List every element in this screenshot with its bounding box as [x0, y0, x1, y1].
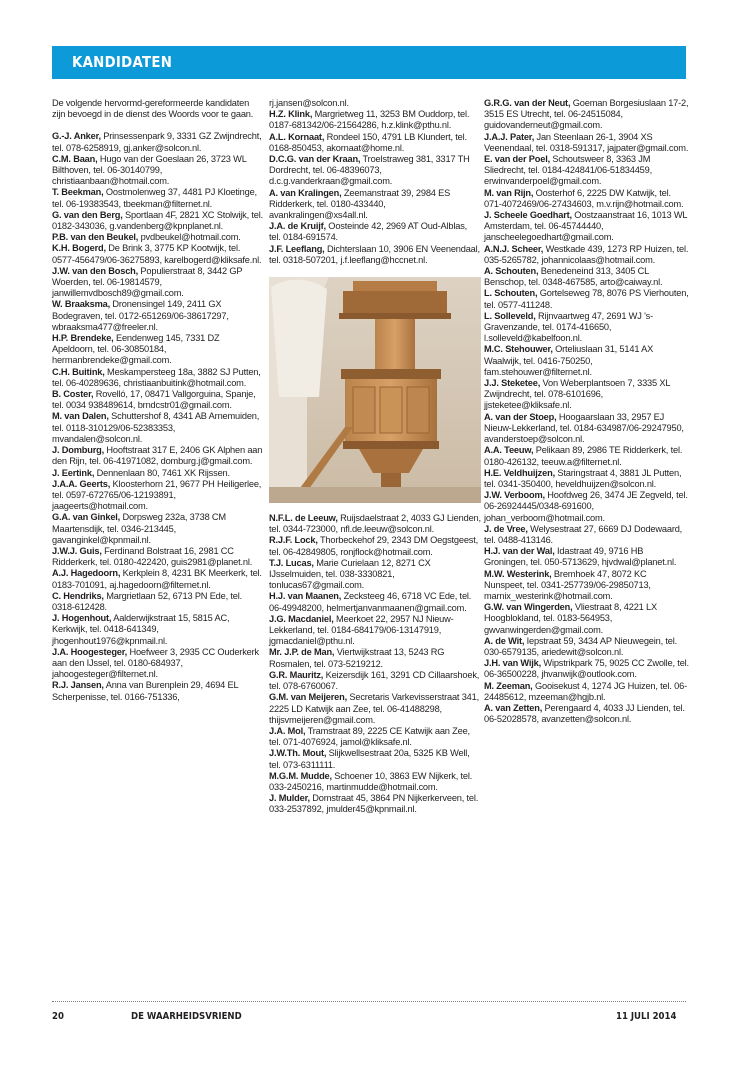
candidate-name: J. Scheele Goedhart, — [484, 210, 572, 221]
candidate-details: Von Weberplantsoen 7, 3335 XL Zwijndrecht, tel. 078-6101696, jjsteketee@kliksafe.nl. — [484, 378, 670, 411]
candidate-details: Meerkoet 22, 2957 NJ Nieuw-Lekkerland, tel. 0184-684179/06-13147919, jgmacdaniel@pthu.nl. — [269, 613, 454, 647]
column-2 — [269, 98, 481, 816]
candidate-details: Jan Steenlaan 26-1, 3904 XS Veenendaal, tel. 0318-591317, jajpater@gmail.com. — [484, 131, 689, 153]
candidate-entry — [484, 602, 689, 636]
candidate-entry — [484, 681, 689, 703]
candidate-entry — [484, 244, 689, 266]
candidate-details: Westkade 439, 1273 RP Huizen, tel. 035-5265782, johannicolaas@hotmail.com. — [484, 243, 689, 265]
candidate-name: J. Domburg, — [52, 445, 104, 456]
candidate-entry — [269, 98, 481, 109]
candidate-details: Idastraat 49, 9716 HB Groningen, tel. 050-5713629, hjvdwal@planet.nl. — [484, 546, 677, 568]
column-3 — [484, 98, 689, 725]
candidate-entry — [484, 468, 689, 490]
candidate-details: Sportlaan 4F, 2821 XC Stolwijk, tel. 0182-343036, g.vandenberg@kpnplanet.nl. — [52, 209, 264, 232]
candidate-name: T.J. Lucas, — [269, 557, 314, 568]
candidate-entry — [52, 546, 264, 568]
candidate-name: H.J. van der Wal, — [484, 546, 555, 557]
candidate-entry — [52, 154, 264, 188]
issue-date: 11 JULI 2014 — [616, 1011, 677, 1022]
candidate-details: Oostmolenweg 37, 4481 PJ Kloetinge, tel. 06-19383543, tbeekman@filternet.nl. — [52, 187, 257, 209]
candidate-entry — [52, 187, 264, 209]
candidate-name: N.F.L. de Leeuw, — [269, 513, 338, 524]
candidate-name: J. de Vree, — [484, 523, 528, 534]
candidate-name: G.R.G. van der Neut, — [484, 98, 571, 108]
candidate-entry — [52, 468, 264, 479]
candidate-details: Thorbeckehof 29, 2343 DM Oegstgeest, tel. 06-42849805, ronjflock@hotmail.com. — [269, 535, 479, 557]
candidate-details: Slijkwellsestraat 20a, 5325 KB Well, tel. 073-6311111. — [269, 748, 470, 770]
section-title: KANDIDATEN — [72, 53, 173, 71]
pulpit-photo — [269, 277, 481, 503]
candidate-entry — [484, 288, 689, 310]
candidate-entry — [52, 613, 264, 647]
candidate-name: H.E. Veldhuijzen, — [484, 467, 555, 478]
candidate-entry — [484, 445, 689, 467]
candidate-entry — [269, 221, 481, 243]
candidate-details: Dennenlaan 80, 7461 XK Rijssen. — [94, 467, 230, 478]
magazine-name: DE WAARHEIDSVRIEND — [131, 1011, 242, 1022]
candidate-name: A. de Wit, — [484, 635, 525, 646]
candidate-entry — [269, 513, 481, 535]
candidate-entry — [484, 412, 689, 446]
candidate-entry — [52, 299, 264, 333]
candidate-name: R.J.F. Lock, — [269, 535, 318, 546]
candidate-name: J.W.Th. Mout, — [269, 748, 327, 759]
candidate-details: Iepstraat 59, 3434 AP Nieuwegein, tel. 030-6579135, ariedewit@solcon.nl. — [484, 635, 678, 657]
candidate-details: Gooisekust 4, 1274 JG Huizen, tel. 06-24485612, mzeeman@hgjb.nl. — [484, 680, 688, 702]
candidate-entry — [484, 266, 689, 288]
candidate-name: A.J. Hagedoorn, — [52, 568, 121, 579]
candidate-entry — [484, 154, 689, 188]
candidate-entry — [52, 131, 264, 153]
candidate-entry — [484, 378, 689, 412]
candidate-details: Aalderwijkstraat 15, 5815 AC, Kerkwijk, tel. 0418-641349, jhogenhout1976@kpnmail.nl. — [52, 613, 230, 646]
candidate-details: Dronensingel 149, 2411 GX Bodegraven, tel. 0172-651269/06-38617297, wbraaksma477@freeler.nl. — [52, 299, 229, 332]
candidate-name: P.B. van den Beukel, — [52, 232, 139, 243]
candidate-name: A.L. Kornaat, — [269, 131, 325, 142]
candidate-details: Ferdinand Bolstraat 16, 2981 CC Ridderkerk, tel. 0180-422420, guis2981@planet.nl. — [52, 545, 253, 568]
candidate-details: Hooftstraat 317 E, 2406 GK Alphen aan den Rijn, tel. 06-41971082, domburg.j@gmail.com. — [52, 445, 263, 467]
candidate-entry — [52, 266, 264, 300]
candidate-name: J.W. van den Bosch, — [52, 265, 139, 276]
candidate-name: A.A. Teeuw, — [484, 445, 534, 456]
candidate-list — [269, 513, 481, 815]
candidate-list — [52, 131, 264, 702]
candidate-details: Dorpsweg 232a, 3738 CM Maartensdijk, tel. 0346-213445, gavanginkel@kpnmail.nl. — [52, 512, 226, 545]
candidate-name: G.A. van Ginkel, — [52, 512, 121, 523]
section-header-bar — [52, 46, 686, 79]
candidate-name: C. Hendriks, — [52, 590, 104, 601]
candidate-name: J.F. Leeflang, — [269, 243, 325, 254]
footer-divider — [52, 1001, 686, 1002]
candidate-entry — [484, 703, 689, 725]
candidate-name: J.A. de Kruijf, — [269, 221, 326, 232]
candidate-details: Margrietweg 11, 3253 BM Ouddorp, tel. 0187-681342/06-21564286, h.z.klink@pthu.nl. — [269, 109, 470, 131]
candidate-details: Zeemanstraat 39, 2984 ES Ridderkerk, tel. 0180-433440, avankralingen@xs4all.nl. — [269, 187, 451, 221]
candidate-details: Staringstraat 4, 3881 JL Putten, tel. 0341-350400, heveldhuijzen@solcon.nl. — [484, 467, 682, 489]
candidate-details: Troelstraweg 381, 3317 TH Dordrecht, tel. 06-48396073, d.c.g.vanderkraan@gmail.com. — [269, 154, 470, 187]
page-number: 20 — [52, 1011, 64, 1022]
candidate-name: G. van den Berg, — [52, 209, 123, 220]
candidate-entry — [484, 569, 689, 603]
candidate-entry — [269, 692, 481, 726]
candidate-details: Oostzaanstraat 16, 1013 WL Amsterdam, tel. 06-45744440, janscheelegoedhart@gmail.com. — [484, 210, 688, 243]
candidate-details: Hoofdweg 26, 3474 JE Zegveld, tel. 06-26924445/0348-691600, johan_verboom@hotmail.com. — [484, 490, 688, 523]
candidate-name: C.H. Buitink, — [52, 366, 105, 377]
candidate-details: Pelikaan 89, 2986 TE Ridderkerk, tel. 0180-426132, teeuw.a@filternet.nl. — [484, 445, 683, 467]
candidate-details: Welysestraat 27, 6669 DJ Dodewaard, tel. 0488-413146. — [484, 523, 683, 545]
candidate-name: J.A.A. Geerts, — [52, 478, 111, 489]
candidate-name: A. van der Stoep, — [484, 411, 557, 422]
candidate-details: Schoutsweer 8, 3363 JM Sliedrecht, tel. 0184-424841/06-51834459, erwinvanderpoel@gmail.com. — [484, 154, 652, 187]
candidate-name: G.W. van Wingerden, — [484, 602, 573, 613]
candidate-name: J.H. van Wijk, — [484, 658, 542, 669]
candidate-details: pvdbeukel@hotmail.com. — [138, 232, 241, 243]
candidate-entry — [52, 568, 264, 590]
intro-text: De volgende hervormd-gereformeerde kandidaten zijn bevoegd in de dienst des Woords voor te gaan. — [52, 98, 254, 120]
candidate-name: M.W. Westerink, — [484, 568, 552, 579]
candidate-details: Hoefweer 3, 2935 CC Ouderkerk aan den IJssel, tel. 0180-684937, jahoogesteger@filternet.nl. — [52, 646, 259, 680]
candidate-entry — [52, 210, 264, 232]
candidate-entry — [52, 232, 264, 243]
candidate-entry — [269, 793, 481, 815]
candidate-details: Kloosterhorn 21, 9677 PH Heiligerlee, tel. 0597-672765/06-12193891, jaageerts@hotmail.com. — [52, 478, 262, 512]
candidate-name: G.-J. Anker, — [52, 131, 101, 142]
candidate-entry — [269, 244, 481, 266]
candidate-name: J.W.J. Guis, — [52, 545, 102, 556]
candidate-details: Eendenweg 145, 7331 DZ Apeldoorn, tel. 06-30850184, hermanbrendeke@gmail.com. — [52, 333, 220, 366]
candidate-name: A. van Zetten, — [484, 702, 543, 713]
candidate-name: A. van Kralingen, — [269, 187, 342, 198]
pulpit-illustration — [269, 277, 481, 503]
candidate-name: B. Coster, — [52, 389, 94, 400]
candidate-entry — [52, 243, 264, 265]
candidate-entry — [484, 188, 689, 210]
candidate-details: Schoener 10, 3863 EW Nijkerk, tel. 033-2450216, martinmudde@hotmail.com. — [269, 770, 473, 792]
candidate-name: J.A. Hoogesteger, — [52, 646, 128, 657]
candidate-details: Hugo van der Goeslaan 26, 3723 WL Bilthoven, tel. 06-30140799, christiaanbaan@hotmail.com. — [52, 153, 247, 187]
candidate-entry — [269, 132, 481, 154]
candidate-name: J. Hogenhout, — [52, 613, 112, 624]
candidate-details: Viertwijkstraat 13, 5243 RG Rosmalen, tel. 073-5219212. — [269, 647, 445, 669]
candidate-details: Domstraat 45, 3864 PN Nijkerkerveen, tel. 033-2537892, jmulder45@kpnmail.nl. — [269, 793, 479, 815]
candidate-entry — [52, 680, 264, 702]
candidate-details: Rovelló, 17, 08471 Vallgorguina, Spanje, tel. 0034 938489614, brndcstr01@gmail.com. — [52, 389, 256, 411]
candidate-entry — [269, 726, 481, 748]
candidate-name: C.M. Baan, — [52, 153, 98, 164]
candidate-name: J.J. Steketee, — [484, 378, 541, 389]
candidate-list — [269, 98, 481, 266]
candidate-name: M. van Rijn, — [484, 187, 534, 198]
candidate-name: M.G.M. Mudde, — [269, 770, 332, 781]
candidate-entry — [269, 154, 481, 188]
candidate-entry — [484, 132, 689, 154]
candidate-details: Benedeneind 313, 3405 CL Benschop, tel. 0348-467585, arto@caiway.nl. — [484, 266, 663, 288]
candidate-entry — [52, 367, 264, 389]
candidate-details: Prinsessenpark 9, 3331 GZ Zwijndrecht, tel. 078-6258919, gj.anker@solcon.nl. — [52, 131, 262, 153]
candidate-entry — [484, 98, 689, 132]
candidate-details: De Brink 3, 3775 KP Kootwijk, tel. 0577-456479/06-36275893, karelbogerd@kliksafe.nl. — [52, 243, 262, 265]
candidate-entry — [269, 109, 481, 131]
candidate-name: J. Eertink, — [52, 467, 95, 478]
candidate-details: Bremhoek 47, 8072 KC Nunspeet, tel. 0341-257739/06-29850713, marnix_westerink@hotmail.com. — [484, 568, 651, 601]
candidate-entry — [269, 771, 481, 793]
candidate-name: G.M. van Meijeren, — [269, 692, 347, 703]
candidate-entry — [269, 535, 481, 557]
candidate-entry — [484, 658, 689, 680]
candidate-entry — [269, 558, 481, 592]
candidate-name: K.H. Bogerd, — [52, 243, 106, 254]
candidate-name: Mr. J.P. de Man, — [269, 647, 335, 658]
candidate-entry — [52, 389, 264, 411]
candidate-entry — [52, 512, 264, 546]
candidate-details: Rijnvaartweg 47, 2691 WJ 's-Gravenzande, tel. 0174-416650, l.solleveld@kabelfoon.nl. — [484, 310, 654, 344]
candidate-entry — [52, 445, 264, 467]
candidate-entry — [484, 344, 689, 378]
candidate-entry — [52, 411, 264, 445]
candidate-details: Dichterslaan 10, 3906 EN Veenendaal, tel. 0318-507201, j.f.leeflang@hccnet.nl. — [269, 243, 480, 265]
candidate-name: W. Braaksma, — [52, 299, 110, 310]
candidate-details: Keizersdijk 161, 3291 CD Cillaarshoek, tel. 078-6760067. — [269, 669, 480, 692]
candidate-details: Hoogaarslaan 33, 2957 EJ Nieuw-Lekkerland, tel. 0184-634987/06-29247950, avanderstoep@solcon.nl. — [484, 411, 684, 445]
candidate-details: Vliestraat 8, 4221 LX Hoogblokland, tel. 0183-564953, gwvanwingerden@gmail.com. — [484, 602, 657, 635]
candidate-name: J.W. Verboom, — [484, 490, 545, 501]
candidate-name: J.G. Macdaniel, — [269, 613, 334, 624]
candidate-entry — [269, 748, 481, 770]
candidate-details: Ruijsdaelstraat 2, 4033 GJ Lienden, tel. 0344-723000, nfl.de.leeuw@solcon.nl. — [269, 513, 481, 535]
candidate-name: A. Schouten, — [484, 266, 539, 277]
candidate-details: Anna van Burenplein 29, 4694 EL Scherpenisse, tel. 0166-751336, — [52, 680, 239, 702]
candidate-entry — [52, 479, 264, 513]
candidate-entry — [484, 490, 689, 524]
candidate-details: Goeman Borgesiuslaan 17-2, 3515 ES Utrecht, tel. 06-24515084, guidovanderneut@gmail.com. — [484, 98, 689, 131]
candidate-entry — [52, 333, 264, 367]
candidate-list — [484, 98, 689, 725]
candidate-name: J.A.J. Pater, — [484, 131, 535, 142]
candidate-name: D.C.G. van der Kraan, — [269, 154, 361, 165]
candidate-name: E. van der Poel, — [484, 154, 551, 165]
candidate-entry — [52, 591, 264, 613]
candidate-entry — [484, 636, 689, 658]
candidate-details: Gortelseweg 78, 8076 PS Vierhouten, tel. 0577-411248. — [484, 288, 689, 310]
candidate-details: Margrietlaan 52, 6713 PN Ede, tel. 0318-612428. — [52, 590, 243, 612]
candidate-entry — [269, 188, 481, 222]
candidate-details: rj.jansen@solcon.nl. — [269, 98, 349, 108]
candidate-name: M. Zeeman, — [484, 680, 533, 691]
candidate-entry — [52, 647, 264, 681]
candidate-name: J. Mulder, — [269, 793, 310, 804]
candidate-details: Oosterhof 6, 2225 DW Katwijk, tel. 071-4072469/06-27434603, m.v.rijn@hotmail.com. — [484, 187, 684, 209]
candidate-entry — [484, 311, 689, 345]
candidate-name: H.P. Brendeke, — [52, 333, 114, 344]
candidate-entry — [269, 614, 481, 648]
candidate-entry — [269, 647, 481, 669]
candidate-details: Rondeel 150, 4791 LB Klundert, tel. 0168-850453, akornaat@home.nl. — [269, 131, 467, 153]
candidate-name: L. Solleveld, — [484, 310, 536, 321]
candidate-name: R.J. Jansen, — [52, 680, 104, 691]
candidate-details: Schuttershof 8, 4341 AB Arnemuiden, tel. 0118-310129/06-52383353, mvandalen@solcon.nl. — [52, 411, 260, 444]
candidate-details: Oosteinde 42, 2969 AT Oud-Alblas, tel. 0184-691574. — [269, 221, 468, 243]
candidate-entry — [484, 210, 689, 244]
candidate-details: Perengaard 4, 4033 JJ Lienden, tel. 06-52028578, avanzetten@solcon.nl. — [484, 702, 685, 725]
candidate-name: H.J. van Maanen, — [269, 591, 342, 602]
candidate-entry — [484, 524, 689, 546]
candidate-name: A.N.J. Scheer, — [484, 243, 544, 254]
candidate-name: G.R. Mauritz, — [269, 669, 324, 680]
candidate-details: Tramstraat 89, 2225 CE Katwijk aan Zee, tel. 071-4076924, jamol@kliksafe.nl. — [269, 725, 470, 748]
candidate-details: Marie Curielaan 12, 8271 CX IJsselmuiden, tel. 038-3330821, tonlucas67@gmail.com. — [269, 557, 431, 591]
candidate-name: L. Schouten, — [484, 288, 538, 299]
candidate-entry — [269, 591, 481, 613]
candidate-name: T. Beekman, — [52, 187, 104, 198]
candidate-name: M.C. Stehouwer, — [484, 344, 553, 355]
candidate-details: Secretaris Varkevisserstraat 341, 2225 LD Katwijk aan Zee, tel. 06-41488298, thijsvmeijeren@gmail.com. — [269, 692, 479, 725]
candidate-details: Meskampersteeg 18a, 3882 SJ Putten, tel. 06-40289636, christiaanbuitink@hotmail.com. — [52, 366, 261, 388]
candidate-details: Orteliuslaan 31, 5141 AX Waalwijk, tel. 0416-750250, fam.stehouwer@filternet.nl. — [484, 344, 654, 377]
candidate-details: Kerkplein 8, 4231 BK Meerkerk, tel. 0183-701091, aj.hagedoorn@filternet.nl. — [52, 568, 262, 590]
candidate-name: J.A. Mol, — [269, 725, 306, 736]
candidate-entry — [484, 546, 689, 568]
candidate-name: H.Z. Klink, — [269, 109, 313, 120]
candidate-details: Populierstraat 8, 3442 GP Woerden, tel. 06-19814579, janwillemvdbosch89@gmail.com. — [52, 265, 243, 299]
candidate-details: Wipstrikpark 75, 9025 CC Zwolle, tel. 06-36500228, jhvanwijk@outlook.com. — [484, 658, 689, 680]
candidate-details: Zecksteeg 46, 6718 VC Ede, tel. 06-49948200, helmertjanvanmaanen@gmail.com. — [269, 591, 472, 613]
column-1 — [52, 98, 264, 703]
candidate-name: M. van Dalen, — [52, 411, 109, 422]
candidate-entry — [269, 670, 481, 692]
